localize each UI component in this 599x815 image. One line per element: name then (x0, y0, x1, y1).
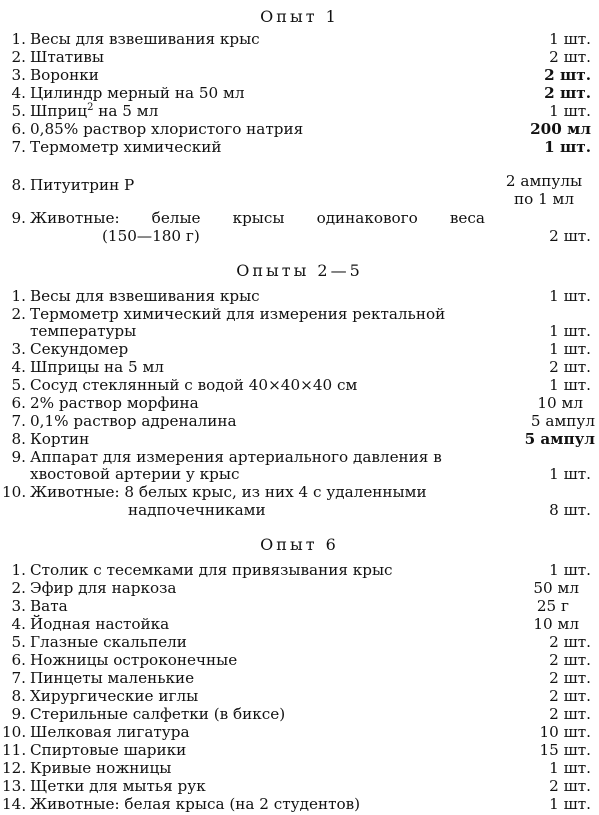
item-text-main: Шприц (30, 102, 88, 120)
item-text-continued: (150—180 г) (102, 227, 200, 245)
item-quantity: 5 ампул (530, 412, 595, 430)
item-quantity: 1 шт. (549, 376, 591, 394)
footnote-mark: 2 (87, 102, 94, 113)
item-word: Животные: (30, 209, 120, 227)
item-quantity: 1 шт. (549, 102, 591, 120)
item-number: 7. (11, 412, 26, 430)
item-number: 3. (11, 66, 26, 84)
item-number: 1. (11, 561, 26, 579)
item-number: 10. (2, 723, 27, 741)
item-text: Кривые ножницы (30, 759, 172, 777)
item-quantity: 50 мл (533, 579, 579, 597)
item-quantity: 10 мл (537, 394, 583, 412)
item-quantity: 2 шт. (549, 705, 591, 723)
item-number: 9. (11, 705, 26, 723)
item-quantity: 1 шт. (549, 340, 591, 358)
item-quantity: 2 шт. (549, 651, 591, 669)
item-text: Аппарат для измерения артериального давления в (30, 448, 442, 466)
item-text-continued: температуры (30, 322, 137, 340)
item-quantity: 1 шт. (549, 795, 591, 813)
list-item (0, 449, 599, 485)
section-title: Опыт 6 (260, 535, 339, 554)
item-number: 3. (11, 597, 26, 615)
section-title: Опыт 1 (260, 7, 339, 26)
item-text: Стерильные салфетки (в биксе) (30, 705, 286, 723)
item-text-continued: хвостовой артерии у крыс (30, 465, 240, 483)
item-quantity: 1 шт. (549, 561, 591, 579)
item-number: 4. (11, 615, 26, 633)
item-number: 9. (11, 448, 26, 466)
item-number: 14. (2, 795, 27, 813)
item-number: 8. (11, 176, 26, 194)
item-quantity: 15 шт. (539, 741, 591, 759)
section-title: Опыты 2—5 (236, 261, 363, 280)
item-number: 2. (11, 48, 26, 66)
item-quantity: 5 ампул (524, 430, 595, 448)
item-word: крысы (232, 209, 285, 227)
item-text: Хирургические иглы (30, 687, 199, 705)
item-text: Весы для взвешивания крыс (30, 30, 260, 48)
item-quantity: 2 ампулы (505, 172, 583, 190)
list-item (0, 306, 599, 342)
item-number: 11. (2, 741, 27, 759)
item-text-tail: на 5 мл (93, 102, 159, 120)
item-text: Йодная настойка (30, 615, 170, 633)
item-quantity: 10 мл (533, 615, 579, 633)
item-text-continued: надпочечниками (128, 501, 266, 519)
item-text: Термометр химический (30, 138, 222, 156)
item-text: Глазные скальпели (30, 633, 187, 651)
item-number: 5. (11, 633, 26, 651)
item-quantity: 2 шт. (549, 48, 591, 66)
item-number: 9. (11, 209, 26, 227)
item-quantity-note: по 1 мл (513, 190, 575, 208)
item-quantity: 1 шт. (549, 30, 591, 48)
item-quantity: 2 шт. (549, 358, 591, 376)
item-number: 1. (11, 30, 26, 48)
item-number: 1. (11, 287, 26, 305)
item-text: Спиртовые шарики (30, 741, 187, 759)
item-text: Животные: белая крыса (на 2 студентов) (30, 795, 361, 813)
item-number: 10. (2, 483, 27, 501)
item-text: Воронки (30, 66, 99, 84)
item-quantity: 1 шт. (549, 287, 591, 305)
item-quantity: 2 шт. (544, 84, 591, 102)
item-quantity: 1 шт. (544, 138, 591, 156)
item-text: Питуитрин Р (30, 176, 135, 194)
item-text: Ножницы остроконечные (30, 651, 238, 669)
item-text (30, 210, 485, 228)
item-text: Пинцеты маленькие (30, 669, 195, 687)
item-number: 5. (11, 376, 26, 394)
list-item (0, 210, 599, 246)
item-text: Шприцы на 5 мл (30, 358, 164, 376)
item-quantity: 2 шт. (549, 687, 591, 705)
item-quantity: 1 шт. (549, 759, 591, 777)
item-text: 2% раствор морфина (30, 394, 199, 412)
item-number: 5. (11, 102, 26, 120)
item-text: Штативы (30, 48, 104, 66)
item-text: 0,1% раствор адреналина (30, 412, 237, 430)
item-number: 3. (11, 340, 26, 358)
item-quantity: 1 шт. (549, 322, 591, 340)
item-number: 6. (11, 120, 26, 138)
item-word: веса (449, 209, 485, 227)
item-text: Кортин (30, 430, 90, 448)
item-number: 13. (2, 777, 27, 795)
item-quantity: 2 шт. (549, 669, 591, 687)
list-item (0, 484, 599, 520)
item-number: 8. (11, 430, 26, 448)
item-text: Термометр химический для измерения ректальной (30, 305, 446, 323)
item-number: 12. (2, 759, 27, 777)
item-quantity: 25 г (536, 597, 569, 615)
item-text (30, 103, 495, 121)
item-text: Эфир для наркоза (30, 579, 177, 597)
item-text: Щетки для мытья рук (30, 777, 206, 795)
item-text: Животные: 8 белых крыс, из них 4 с удаленными (30, 483, 427, 501)
item-quantity: 8 шт. (549, 501, 591, 519)
item-number: 2. (11, 579, 26, 597)
item-quantity: 1 шт. (549, 465, 591, 483)
item-quantity: 2 шт. (549, 227, 591, 245)
item-quantity: 10 шт. (539, 723, 591, 741)
item-quantity: 2 шт. (549, 633, 591, 651)
item-number: 4. (11, 358, 26, 376)
item-quantity: 2 шт. (544, 66, 591, 84)
item-number: 4. (11, 84, 26, 102)
item-text: Шелковая лигатура (30, 723, 190, 741)
item-number: 6. (11, 394, 26, 412)
item-text: Секундомер (30, 340, 129, 358)
item-number: 8. (11, 687, 26, 705)
item-text: Весы для взвешивания крыс (30, 287, 260, 305)
item-text: Столик с тесемками для привязывания крыс (30, 561, 393, 579)
item-text: Сосуд стеклянный с водой 40×40×40 см (30, 376, 358, 394)
item-number: 2. (11, 305, 26, 323)
item-text: 0,85% раствор хлористого натрия (30, 120, 304, 138)
item-number: 7. (11, 138, 26, 156)
item-word: белые (151, 209, 201, 227)
item-quantity: 200 мл (530, 120, 591, 138)
item-text: Цилиндр мерный на 50 мл (30, 84, 245, 102)
item-word: одинакового (316, 209, 418, 227)
item-number: 6. (11, 651, 26, 669)
item-text: Вата (30, 597, 68, 615)
item-quantity: 2 шт. (549, 777, 591, 795)
item-number: 7. (11, 669, 26, 687)
